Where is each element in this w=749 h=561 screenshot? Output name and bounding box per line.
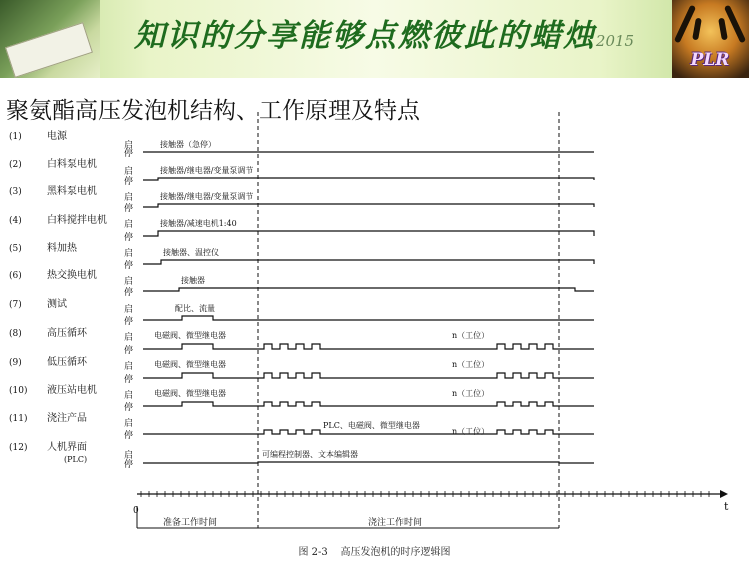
waveform-7 — [143, 316, 594, 320]
stop-label: 停 — [124, 204, 134, 214]
start-label: 启 — [124, 167, 134, 177]
row-label: 液压站电机 — [47, 385, 97, 396]
stop-label: 停 — [124, 261, 134, 271]
stop-label: 停 — [124, 177, 134, 187]
row-label: 浇注产品 — [47, 413, 87, 424]
waveform-11 — [143, 430, 594, 434]
stop-label: 停 — [124, 460, 134, 470]
row-number: (6) — [9, 271, 22, 281]
start-label: 启 — [124, 333, 134, 343]
phase-label-pouring: 浇注工作时间 — [368, 518, 423, 528]
stop-label: 停 — [124, 403, 134, 413]
waveform-6 — [143, 288, 594, 291]
stop-label: 停 — [124, 149, 134, 159]
time-axis-arrow — [720, 490, 728, 498]
waveform-3 — [143, 204, 594, 207]
row-number: (1) — [9, 132, 22, 142]
waveform-5 — [143, 260, 594, 264]
page-title: 聚氨酯高压发泡机结构、工作原理及特点 — [6, 98, 420, 124]
stop-label: 停 — [124, 288, 134, 298]
start-label: 启 — [124, 277, 134, 287]
row-sublabel: (PLC) — [64, 455, 88, 464]
annotation: 电磁阀、微型继电器 — [154, 331, 226, 340]
start-label: 启 — [124, 305, 134, 315]
axis-end-label: t — [724, 500, 729, 513]
row-label: 电源 — [47, 131, 67, 142]
annotation: 接触器/继电器/变量泵调节 — [160, 192, 254, 201]
row-number: (8) — [9, 329, 22, 339]
start-label: 启 — [124, 141, 134, 151]
row-number: (7) — [9, 300, 22, 310]
row-number: (5) — [9, 244, 22, 254]
waveform-2 — [143, 178, 594, 180]
annotation: 配比、流量 — [175, 304, 215, 313]
start-label: 启 — [124, 451, 134, 461]
row-label: 料加热 — [47, 243, 77, 254]
waveform-4 — [143, 231, 594, 236]
row-label: 热交换电机 — [47, 270, 97, 281]
row-number: (3) — [9, 187, 22, 197]
axis-origin-label: 0 — [133, 506, 139, 516]
waveform-12 — [143, 462, 594, 463]
logo-text: PLR — [690, 50, 730, 70]
banner-title-text: 知识的分享能够点燃彼此的蜡烛 — [133, 18, 596, 54]
annotation: 可编程控制器、文本编辑器 — [262, 450, 358, 459]
stop-label: 停 — [124, 346, 134, 356]
waveform-8 — [143, 344, 594, 349]
start-label: 启 — [124, 193, 134, 203]
row-number: (12) — [9, 443, 28, 453]
row-number: (2) — [9, 160, 22, 170]
row-number: (9) — [9, 358, 22, 368]
row-number: (11) — [9, 414, 28, 424]
stop-label: 停 — [124, 233, 134, 243]
waveform-10 — [143, 402, 594, 406]
row-label: 测试 — [47, 299, 67, 310]
phase-label-preparation: 准备工作时间 — [163, 518, 218, 528]
start-label: 启 — [124, 220, 134, 230]
start-label: 启 — [124, 249, 134, 259]
start-label: 启 — [124, 362, 134, 372]
banner-year: 2015 — [595, 32, 635, 50]
annotation: 接触器 — [181, 276, 205, 285]
row-label: 低压循环 — [47, 357, 87, 368]
annotation: n（工位） — [452, 389, 490, 398]
annotation: 电磁阀、微型继电器 — [154, 360, 226, 369]
row-label: 白料搅拌电机 — [47, 215, 107, 226]
figure-caption: 图 2-3 高压发泡机的时序逻辑图 — [298, 547, 451, 558]
row-label: 白料泵电机 — [47, 159, 97, 170]
row-number: (10) — [9, 386, 28, 396]
row-label: 高压循环 — [47, 328, 87, 339]
annotation: 电磁阀、微型继电器 — [154, 389, 226, 398]
annotation: n（工位） — [452, 360, 490, 369]
row-label: 人机界面 — [47, 442, 87, 453]
annotation: 接触器/继电器/变量泵调节 — [160, 166, 254, 175]
annotation: n（工位） — [452, 331, 490, 340]
annotation: n（工位） — [452, 427, 490, 436]
row-label: 黑料泵电机 — [47, 186, 97, 197]
row-number: (4) — [9, 216, 22, 226]
annotation: 接触器（急停） — [160, 140, 216, 149]
start-label: 启 — [124, 391, 134, 401]
start-label: 启 — [124, 419, 134, 429]
annotation: 接触器/减速电机1:40 — [160, 219, 237, 228]
stop-label: 停 — [124, 317, 134, 327]
annotation: PLC、电磁阀、微型继电器 — [323, 421, 420, 430]
waveform-9 — [143, 373, 594, 378]
stop-label: 停 — [124, 375, 134, 385]
annotation: 接触器、温控仪 — [163, 248, 219, 257]
stop-label: 停 — [124, 431, 134, 441]
